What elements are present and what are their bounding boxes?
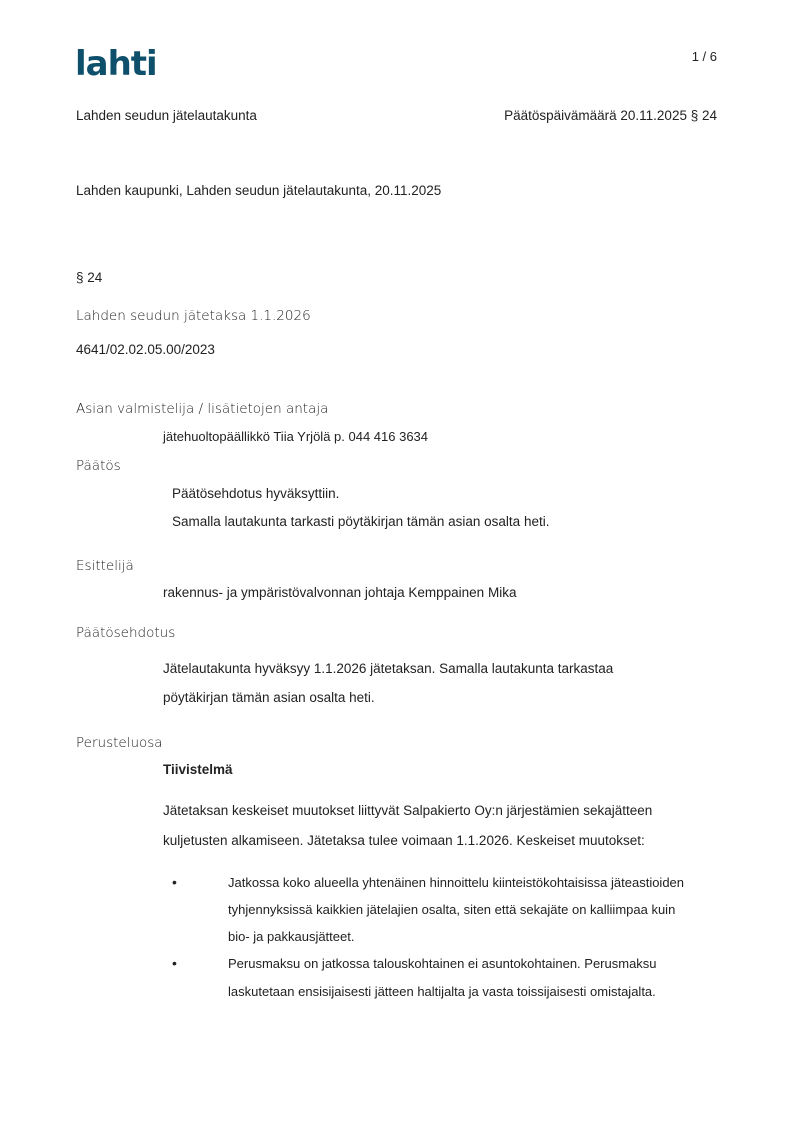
decision-date: Päätöspäivämäärä 20.11.2025 § 24: [504, 108, 717, 123]
bullet-line: Perusmaksu on jatkossa talouskohtainen ei asuntokohtainen. Perusmaksu: [228, 956, 657, 971]
section-number: § 24: [76, 270, 103, 285]
organ-name: Lahden seudun jätelautakunta: [76, 108, 257, 123]
proposal-line: pöytäkirjan tämän asian osalta heti.: [163, 690, 375, 705]
decision-line: Päätösehdotus hyväksyttiin.: [172, 486, 340, 501]
preparer-value: jätehuoltopäällikkö Tiia Yrjölä p. 044 416 3634: [163, 429, 429, 444]
proposal-heading: Päätösehdotus: [76, 625, 176, 641]
document-title: Lahden seudun jätetaksa 1.1.2026: [76, 308, 311, 324]
rationale-heading: Perusteluosa: [76, 735, 163, 751]
page-indicator: 1 / 6: [691, 49, 717, 64]
presenter-value: rakennus- ja ympäristövalvonnan johtaja Kemppainen Mika: [163, 585, 517, 600]
diary-number: 4641/02.02.05.00/2023: [76, 342, 215, 357]
summary-line: kuljetusten alkamiseen. Jätetaksa tulee voimaan 1.1.2026. Keskeiset muutokset:: [163, 833, 645, 848]
presenter-heading: Esittelijä: [76, 558, 134, 574]
bullet-line: tyhjennyksissä kaikkien jätelajien osalta, siten että sekajäte on kalliimpaa kuin: [228, 902, 676, 917]
lahti-logo: lahti: [75, 44, 157, 84]
bullet-line: laskutetaan ensisijaisesti jätteen haltijalta ja vasta toissijaisesti omistajalta.: [228, 984, 656, 999]
meeting-line: Lahden kaupunki, Lahden seudun jätelautakunta, 20.11.2025: [76, 183, 442, 198]
decision-heading: Päätös: [76, 458, 121, 474]
bullet-icon: •: [172, 955, 177, 971]
bullet-icon: •: [172, 874, 177, 890]
decision-line: Samalla lautakunta tarkasti pöytäkirjan tämän asian osalta heti.: [172, 514, 550, 529]
summary-subheading: Tiivistelmä: [163, 762, 233, 777]
proposal-line: Jätelautakunta hyväksyy 1.1.2026 jätetaksan. Samalla lautakunta tarkastaa: [163, 661, 614, 676]
summary-line: Jätetaksan keskeiset muutokset liittyvät Salpakierto Oy:n järjestämien sekajätteen: [163, 803, 653, 818]
preparer-heading: Asian valmistelija / lisätietojen antaja: [76, 401, 329, 417]
bullet-line: bio- ja pakkausjätteet.: [228, 929, 355, 944]
bullet-line: Jatkossa koko alueella yhtenäinen hinnoittelu kiinteistökohtaisissa jäteastioiden: [228, 875, 685, 890]
